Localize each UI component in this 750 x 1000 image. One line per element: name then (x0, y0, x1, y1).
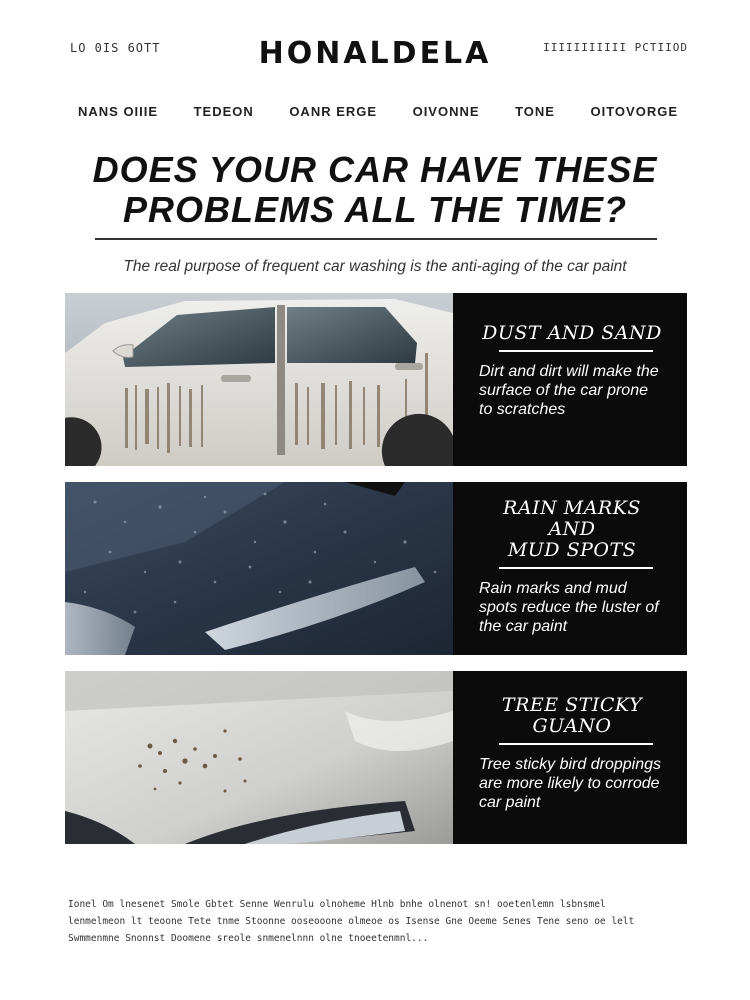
headline-line-1: DOES YOUR CAR HAVE THESE (92, 149, 658, 190)
footer-line-3: Swmmenmne Snonnst Doomene sreole snmenelnnn olne tnoeetenmnl... (68, 933, 429, 944)
problem-description-rain: Rain marks and mud spots reduce the luster of the car paint (479, 580, 659, 635)
footer-line-2: lenmelmeon lt teoone Tete tnme Stoonne ooseooone olmeoe os Isense Gne Oeeme Senes Tene seno oe lelt (68, 916, 635, 927)
page-subtitle: The real purpose of frequent car washing is the anti-aging of the car paint (123, 258, 627, 275)
dusty-car-image (65, 293, 453, 466)
problem-title-dust: DUST AND SAND (482, 322, 662, 344)
header-left-text: LO 0IS 6OTT (70, 41, 161, 55)
problem-description-guano: Tree sticky bird droppings are more likely to corrode car paint (479, 756, 661, 811)
problem-title-underline (499, 743, 653, 745)
problem-text-rain (453, 482, 687, 655)
nav-item-1[interactable]: NANS OIIIE (78, 104, 159, 119)
headline-divider (95, 238, 657, 240)
bird-droppings-image (65, 671, 453, 844)
problem-text-dust (453, 293, 687, 466)
nav-item-4[interactable]: OIVONNE (412, 104, 480, 119)
top-bar (0, 36, 750, 76)
nav-item-6[interactable]: OITOVORGE (590, 104, 678, 119)
problem-title-guano: TREE STICKY GUANO (501, 694, 643, 737)
problem-title-rain: RAIN MARKS AND MUD SPOTS (503, 497, 641, 561)
headline-line-2: PROBLEMS ALL THE TIME? (123, 189, 627, 230)
nav-item-3[interactable]: OANR ERGE (289, 104, 378, 119)
problem-panel-dust (65, 293, 687, 466)
problem-title-underline (499, 350, 653, 352)
brand-logo[interactable]: HONALDELA (258, 36, 492, 71)
header-right-text: IIIIIIIIIII PCTIIOD (543, 41, 688, 54)
rain-spots-image (65, 482, 453, 655)
nav-item-2[interactable]: TEDEON (193, 104, 254, 119)
problem-description-dust: Dirt and dirt will make the surface of the car prone to scratches (479, 363, 659, 418)
footer-fine-print (68, 896, 680, 947)
problem-text-guano (453, 671, 687, 844)
problem-title-underline (499, 567, 653, 569)
problem-panel-guano (65, 671, 687, 844)
main-nav (78, 104, 678, 124)
problem-panel-rain (65, 482, 687, 655)
footer-line-1: Ionel Om lnesenet Smole Gbtet Senne Wenrulu olnoheme Hlnb bnhe olnenot sn! ooetenlemn lsbnsmel (68, 899, 606, 910)
page-headline (0, 150, 750, 230)
nav-item-5[interactable]: TONE (515, 104, 555, 119)
